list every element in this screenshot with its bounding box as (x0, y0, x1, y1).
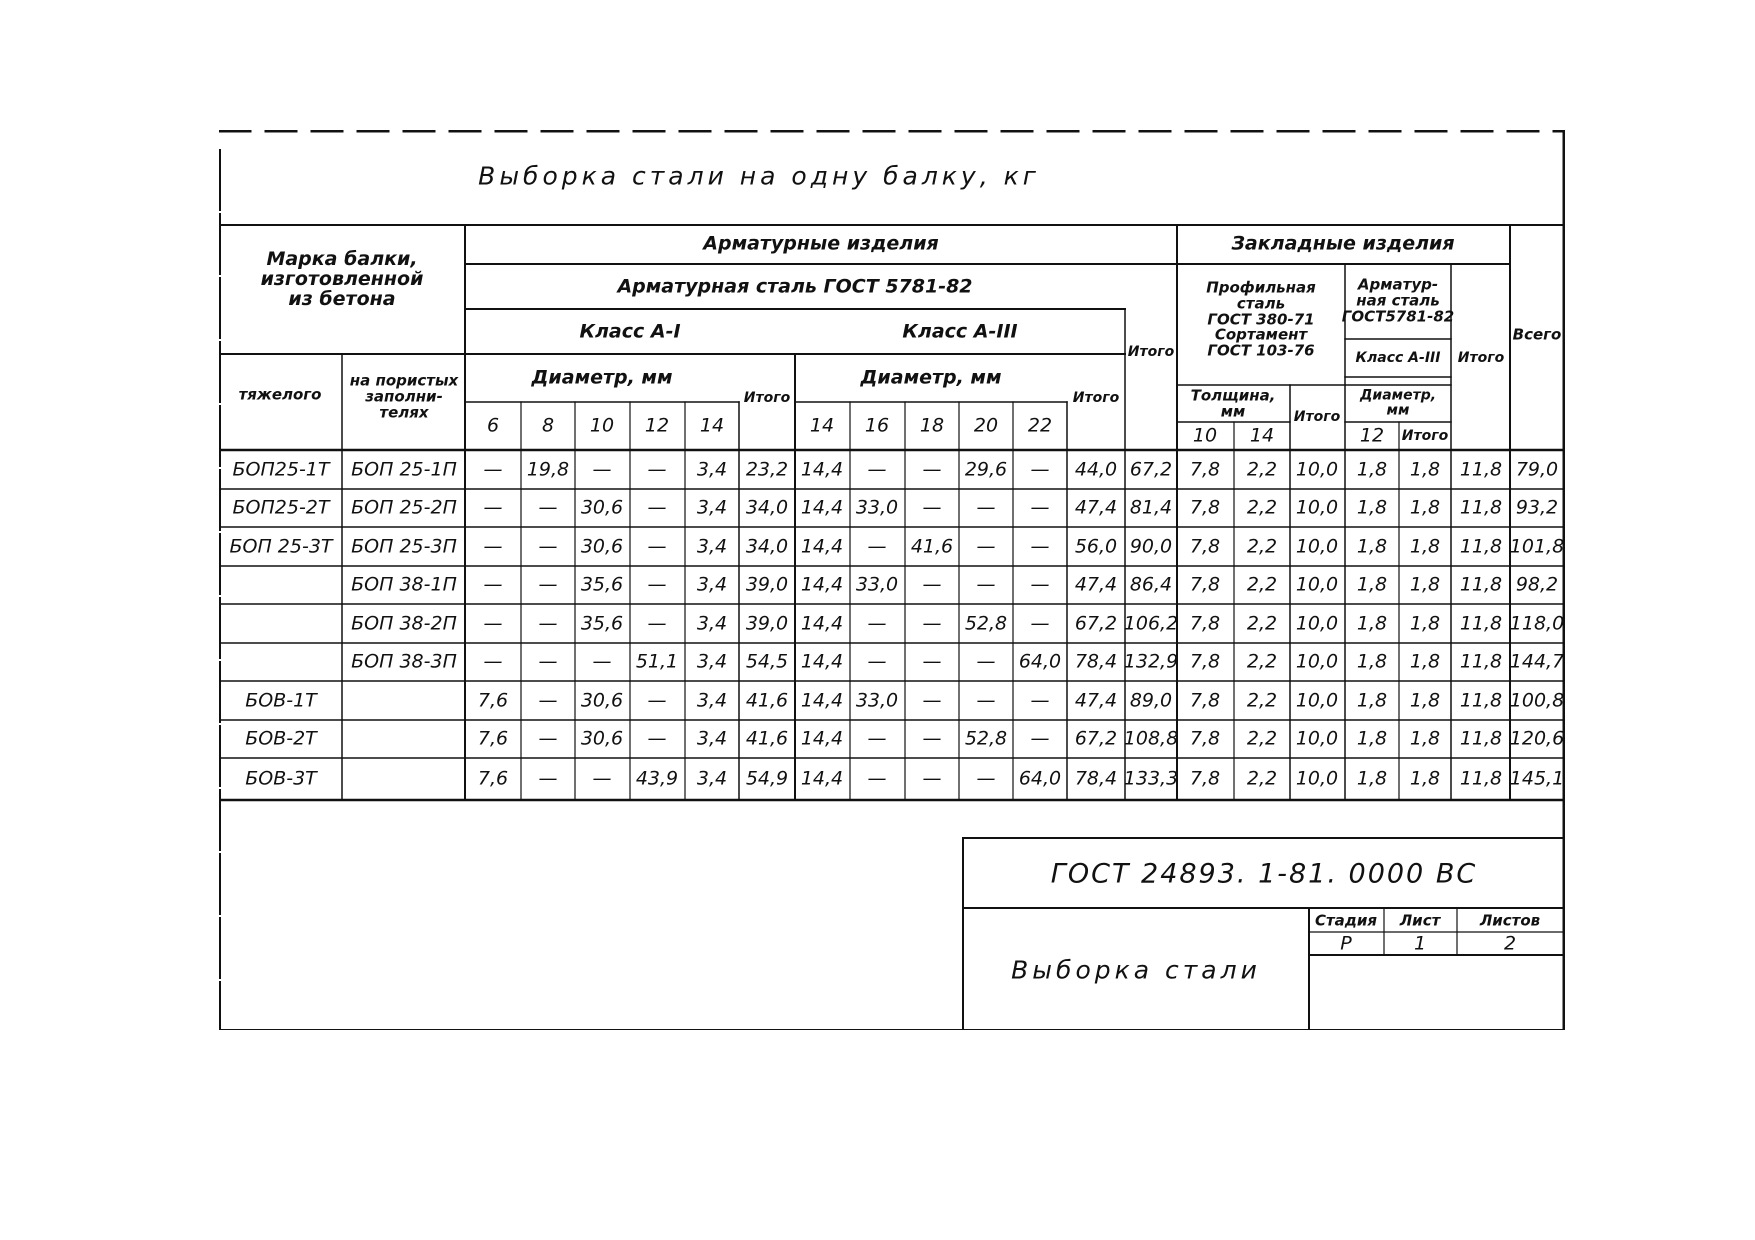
cell-a1-d6: — (483, 496, 503, 519)
cell-rebar-total: 108,8 (1123, 727, 1179, 750)
header-a1-diameter: 12 (644, 414, 670, 437)
cell-embedded-total: 11,8 (1459, 767, 1503, 790)
cell-a1-d14: 3,4 (696, 727, 728, 750)
stamp-stage-value: Р (1340, 932, 1352, 955)
cell-a1-d14: 3,4 (696, 689, 728, 711)
cell-porous-brand: БОП 38-3П (351, 650, 457, 673)
cell-a1-d10: 30,6 (580, 535, 624, 557)
cell-a1-total: 54,5 (745, 650, 789, 673)
cell-a1-d6: — (483, 535, 503, 557)
cell-rebar-total: 90,0 (1129, 535, 1173, 557)
cell-a1-d10: — (592, 458, 612, 480)
cell-a1-d6: — (483, 612, 503, 634)
header-a1-diameter: 8 (541, 414, 555, 437)
cell-embedded-d12-total: 1,8 (1409, 612, 1441, 634)
cell-profile-total: 10,0 (1295, 612, 1339, 634)
cell-a1-d8: — (538, 535, 558, 557)
cell-a3-d20: — (976, 650, 996, 673)
cell-embedded-d12-total: 1,8 (1409, 496, 1441, 519)
cell-profile-t14: 2,2 (1246, 458, 1278, 480)
cell-a3-d20: 52,8 (964, 727, 1008, 750)
cell-a3-total: 47,4 (1074, 689, 1118, 711)
cell-grand-total: 98,2 (1515, 573, 1559, 596)
cell-embedded-d12-total: 1,8 (1409, 458, 1441, 480)
drawing-sheet (219, 130, 1565, 1030)
stamp-sheet-value: 1 (1413, 932, 1427, 955)
cell-profile-t14: 2,2 (1246, 612, 1278, 634)
cell-a1-d10: — (592, 650, 612, 673)
header-rebar-products: Арматурные изделия (703, 232, 939, 255)
cell-embedded-d12: 1,8 (1356, 535, 1388, 557)
cell-rebar-total: 106,2 (1123, 612, 1179, 634)
header-diameter-value: 12 (1359, 424, 1385, 447)
cell-embedded-d12: 1,8 (1356, 458, 1388, 480)
cell-a3-d18: 41,6 (910, 535, 954, 557)
header-class-a3: Класс А-III (902, 320, 1018, 343)
cell-profile-t10: 7,8 (1189, 650, 1221, 673)
cell-a3-d22: — (1030, 727, 1050, 750)
header-rebar-steel-embedded: Арматур- ная сталь ГОСТ5781-82 (1341, 275, 1455, 325)
cell-profile-total: 10,0 (1295, 689, 1339, 711)
cell-a1-d8: — (538, 689, 558, 711)
cell-porous-brand: БОП 25-1П (351, 458, 457, 480)
stamp-document-name: Выборка стали (1011, 955, 1261, 985)
cell-a3-total: 67,2 (1074, 727, 1118, 750)
cell-a1-d14: 3,4 (696, 458, 728, 480)
cell-a3-d18: — (922, 612, 942, 634)
stamp-document-code: ГОСТ 24893. 1-81. 0000 ВС (1050, 858, 1478, 890)
cell-a1-d10: 35,6 (580, 573, 624, 596)
cell-embedded-total: 11,8 (1459, 689, 1503, 711)
cell-embedded-d12: 1,8 (1356, 767, 1388, 790)
cell-a3-d22: — (1030, 496, 1050, 519)
cell-a1-d6: 7,6 (477, 727, 509, 750)
cell-profile-t14: 2,2 (1246, 689, 1278, 711)
cell-a3-d14: 14,4 (800, 573, 844, 596)
header-thickness-value: 10 (1192, 424, 1218, 447)
cell-embedded-total: 11,8 (1459, 612, 1503, 634)
cell-embedded-d12-total: 1,8 (1409, 727, 1441, 750)
header-total-rebar: Итого (1127, 344, 1175, 360)
cell-embedded-total: 11,8 (1459, 535, 1503, 557)
cell-a1-d10: — (592, 767, 612, 790)
cell-rebar-total: 67,2 (1129, 458, 1173, 480)
cell-a3-total: 67,2 (1074, 612, 1118, 634)
cell-a1-d12: — (647, 458, 667, 480)
cell-rebar-total: 133,3 (1123, 767, 1179, 790)
cell-profile-total: 10,0 (1295, 767, 1339, 790)
cell-embedded-d12-total: 1,8 (1409, 767, 1441, 790)
cell-embedded-d12: 1,8 (1356, 573, 1388, 596)
header-total-rebar-embedded: Итого (1401, 428, 1449, 444)
header-a3-diameter: 18 (919, 414, 945, 437)
cell-profile-t10: 7,8 (1189, 689, 1221, 711)
cell-profile-t14: 2,2 (1246, 650, 1278, 673)
cell-a1-total: 34,0 (745, 496, 789, 519)
cell-embedded-d12-total: 1,8 (1409, 650, 1441, 673)
cell-profile-t10: 7,8 (1189, 767, 1221, 790)
header-class-a3-embedded: Класс А-III (1355, 350, 1441, 366)
header-porous-concrete: на пористых заполни- телях (349, 371, 459, 421)
header-thickness: Толщина, мм (1190, 386, 1276, 420)
cell-a3-d22: — (1030, 573, 1050, 596)
cell-profile-total: 10,0 (1295, 535, 1339, 557)
header-a1-diameter: 10 (589, 414, 615, 437)
cell-a3-total: 78,4 (1074, 767, 1118, 790)
cell-a1-d14: 3,4 (696, 535, 728, 557)
cell-a1-d10: 30,6 (580, 689, 624, 711)
cell-a1-d14: 3,4 (696, 650, 728, 673)
cell-a1-d14: 3,4 (696, 612, 728, 634)
cell-a3-d14: 14,4 (800, 458, 844, 480)
cell-embedded-d12: 1,8 (1356, 650, 1388, 673)
cell-a3-d14: 14,4 (800, 496, 844, 519)
cell-rebar-total: 81,4 (1129, 496, 1173, 519)
cell-embedded-total: 11,8 (1459, 727, 1503, 750)
cell-grand-total: 144,7 (1509, 650, 1565, 673)
cell-a3-d18: — (922, 767, 942, 790)
cell-a3-d18: — (922, 727, 942, 750)
cell-a1-total: 41,6 (745, 689, 789, 711)
cell-embedded-d12: 1,8 (1356, 727, 1388, 750)
cell-a3-d16: 33,0 (855, 496, 899, 519)
cell-a3-d14: 14,4 (800, 767, 844, 790)
header-a3-diameter: 20 (973, 414, 999, 437)
cell-profile-total: 10,0 (1295, 496, 1339, 519)
cell-a3-d22: — (1030, 535, 1050, 557)
cell-a1-d12: — (647, 573, 667, 596)
cell-porous-brand: БОП 38-1П (351, 573, 457, 596)
cell-embedded-d12: 1,8 (1356, 689, 1388, 711)
cell-a3-d16: 33,0 (855, 573, 899, 596)
cell-a3-d22: — (1030, 458, 1050, 480)
cell-a1-total: 39,0 (745, 573, 789, 596)
cell-heavy-brand: БОП 25-3Т (229, 535, 333, 557)
header-total-a3: Итого (1072, 390, 1120, 406)
header-heavy-concrete: тяжелого (238, 385, 322, 404)
cell-a3-d16: — (867, 458, 887, 480)
cell-embedded-total: 11,8 (1459, 650, 1503, 673)
cell-a3-d20: — (976, 767, 996, 790)
cell-profile-t14: 2,2 (1246, 573, 1278, 596)
header-a3-diameter: 22 (1027, 414, 1053, 437)
cell-rebar-total: 132,9 (1123, 650, 1179, 673)
cell-a3-d14: 14,4 (800, 689, 844, 711)
cell-a3-d16: — (867, 767, 887, 790)
header-a1-diameter: 14 (699, 414, 725, 437)
cell-a3-d20: — (976, 496, 996, 519)
header-diameter-a3: Диаметр, мм (860, 366, 1002, 389)
stamp-stage-label: Стадия (1314, 911, 1378, 930)
cell-profile-total: 10,0 (1295, 650, 1339, 673)
cell-embedded-d12: 1,8 (1356, 496, 1388, 519)
cell-embedded-d12-total: 1,8 (1409, 689, 1441, 711)
header-a3-diameter: 16 (864, 414, 890, 437)
cell-a1-d12: 51,1 (635, 650, 679, 673)
header-total-embedded: Итого (1457, 350, 1505, 366)
cell-a3-total: 47,4 (1074, 496, 1118, 519)
cell-embedded-total: 11,8 (1459, 496, 1503, 519)
stamp-sheet-label: Лист (1399, 911, 1441, 930)
cell-a3-d16: — (867, 535, 887, 557)
cell-embedded-total: 11,8 (1459, 573, 1503, 596)
cell-heavy-brand: БОВ-1Т (245, 689, 317, 711)
header-a3-diameter: 14 (809, 414, 835, 437)
cell-grand-total: 145,1 (1509, 767, 1565, 790)
cell-a3-d20: 52,8 (964, 612, 1008, 634)
sheet-title: Выборка стали на одну балку, кг (478, 161, 1040, 191)
cell-a1-d12: — (647, 496, 667, 519)
cell-a3-d16: — (867, 612, 887, 634)
cell-profile-t10: 7,8 (1189, 458, 1221, 480)
cell-a3-d18: — (922, 458, 942, 480)
cell-a1-d12: — (647, 689, 667, 711)
cell-heavy-brand: БОВ-3Т (245, 767, 317, 790)
cell-a1-d8: 19,8 (526, 458, 570, 480)
cell-embedded-d12-total: 1,8 (1409, 535, 1441, 557)
cell-a1-d12: — (647, 535, 667, 557)
header-total-a1: Итого (743, 390, 791, 406)
cell-rebar-total: 86,4 (1129, 573, 1173, 596)
cell-a1-d6: — (483, 573, 503, 596)
cell-a3-d14: 14,4 (800, 612, 844, 634)
cell-profile-t10: 7,8 (1189, 573, 1221, 596)
cell-porous-brand: БОП 25-3П (351, 535, 457, 557)
cell-a1-d6: — (483, 458, 503, 480)
cell-a1-total: 41,6 (745, 727, 789, 750)
cell-embedded-d12: 1,8 (1356, 612, 1388, 634)
stamp-sheets-label: Листов (1479, 911, 1541, 930)
cell-a3-d20: — (976, 573, 996, 596)
cell-profile-t10: 7,8 (1189, 612, 1221, 634)
cell-embedded-total: 11,8 (1459, 458, 1503, 480)
cell-a1-d8: — (538, 767, 558, 790)
cell-a1-d8: — (538, 727, 558, 750)
header-brand: Марка балки, изготовленной из бетона (260, 248, 424, 310)
cell-a3-d18: — (922, 689, 942, 711)
cell-grand-total: 101,8 (1509, 535, 1565, 557)
cell-a1-d12: — (647, 727, 667, 750)
cell-heavy-brand: БОП25-1Т (232, 458, 330, 480)
header-a1-diameter: 6 (486, 414, 500, 437)
cell-porous-brand: БОП 38-2П (351, 612, 457, 634)
cell-a3-d20: 29,6 (964, 458, 1008, 480)
cell-a1-d6: 7,6 (477, 689, 509, 711)
cell-a1-d14: 3,4 (696, 767, 728, 790)
cell-a3-total: 78,4 (1074, 650, 1118, 673)
cell-a1-d8: — (538, 650, 558, 673)
cell-a1-d6: — (483, 650, 503, 673)
cell-a3-d14: 14,4 (800, 650, 844, 673)
cell-a3-d18: — (922, 650, 942, 673)
cell-a1-d14: 3,4 (696, 496, 728, 519)
cell-a3-d22: — (1030, 689, 1050, 711)
cell-profile-t14: 2,2 (1246, 535, 1278, 557)
cell-a1-d10: 30,6 (580, 496, 624, 519)
stamp-sheets-value: 2 (1503, 932, 1517, 955)
header-class-a1: Класс А-I (579, 320, 681, 343)
cell-a1-total: 54,9 (745, 767, 789, 790)
cell-profile-t10: 7,8 (1189, 496, 1221, 519)
cell-a1-d10: 35,6 (580, 612, 624, 634)
cell-a1-d6: 7,6 (477, 767, 509, 790)
cell-a3-total: 47,4 (1074, 573, 1118, 596)
cell-a3-d16: — (867, 650, 887, 673)
cell-a3-d16: — (867, 727, 887, 750)
cell-a3-total: 56,0 (1074, 535, 1118, 557)
cell-a3-d18: — (922, 573, 942, 596)
cell-a3-d14: 14,4 (800, 727, 844, 750)
cell-a3-d14: 14,4 (800, 535, 844, 557)
cell-a1-d10: 30,6 (580, 727, 624, 750)
cell-a1-d8: — (538, 496, 558, 519)
cell-a1-total: 34,0 (745, 535, 789, 557)
cell-a1-d8: — (538, 573, 558, 596)
cell-profile-total: 10,0 (1295, 573, 1339, 596)
header-diameter-embedded: Диаметр, мм (1359, 387, 1437, 418)
header-diameter-a1: Диаметр, мм (531, 366, 673, 389)
cell-a1-d8: — (538, 612, 558, 634)
cell-a3-d22: — (1030, 612, 1050, 634)
cell-a1-d12: 43,9 (635, 767, 679, 790)
cell-a3-d22: 64,0 (1018, 650, 1062, 673)
header-embedded-products: Закладные изделия (1231, 232, 1455, 255)
cell-profile-t14: 2,2 (1246, 496, 1278, 519)
header-rebar-steel: Арматурная сталь ГОСТ 5781-82 (617, 275, 973, 298)
cell-profile-t14: 2,2 (1246, 727, 1278, 750)
header-total-profile: Итого (1293, 409, 1341, 425)
header-thickness-value: 14 (1249, 424, 1275, 447)
cell-a3-d20: — (976, 535, 996, 557)
cell-heavy-brand: БОП25-2Т (232, 496, 330, 519)
header-profile-steel: Профильная сталь ГОСТ 380-71 Сортамент ГОСТ 103-76 (1206, 278, 1316, 360)
cell-grand-total: 93,2 (1515, 496, 1559, 519)
cell-profile-total: 10,0 (1295, 458, 1339, 480)
cell-profile-t14: 2,2 (1246, 767, 1278, 790)
cell-a1-total: 23,2 (745, 458, 789, 480)
cell-profile-total: 10,0 (1295, 727, 1339, 750)
cell-porous-brand: БОП 25-2П (351, 496, 457, 519)
cell-a1-d14: 3,4 (696, 573, 728, 596)
cell-profile-t10: 7,8 (1189, 727, 1221, 750)
cell-profile-t10: 7,8 (1189, 535, 1221, 557)
cell-grand-total: 79,0 (1515, 458, 1559, 480)
cell-grand-total: 118,0 (1509, 612, 1565, 634)
cell-a3-d22: 64,0 (1018, 767, 1062, 790)
cell-a3-d16: 33,0 (855, 689, 899, 711)
cell-a1-total: 39,0 (745, 612, 789, 634)
cell-grand-total: 120,6 (1509, 727, 1565, 750)
cell-embedded-d12-total: 1,8 (1409, 573, 1441, 596)
cell-a3-d18: — (922, 496, 942, 519)
cell-a1-d12: — (647, 612, 667, 634)
header-grand-total: Всего (1512, 325, 1562, 344)
cell-grand-total: 100,8 (1509, 689, 1565, 711)
cell-heavy-brand: БОВ-2Т (245, 727, 317, 750)
cell-rebar-total: 89,0 (1129, 689, 1173, 711)
cell-a3-d20: — (976, 689, 996, 711)
cell-a3-total: 44,0 (1074, 458, 1118, 480)
